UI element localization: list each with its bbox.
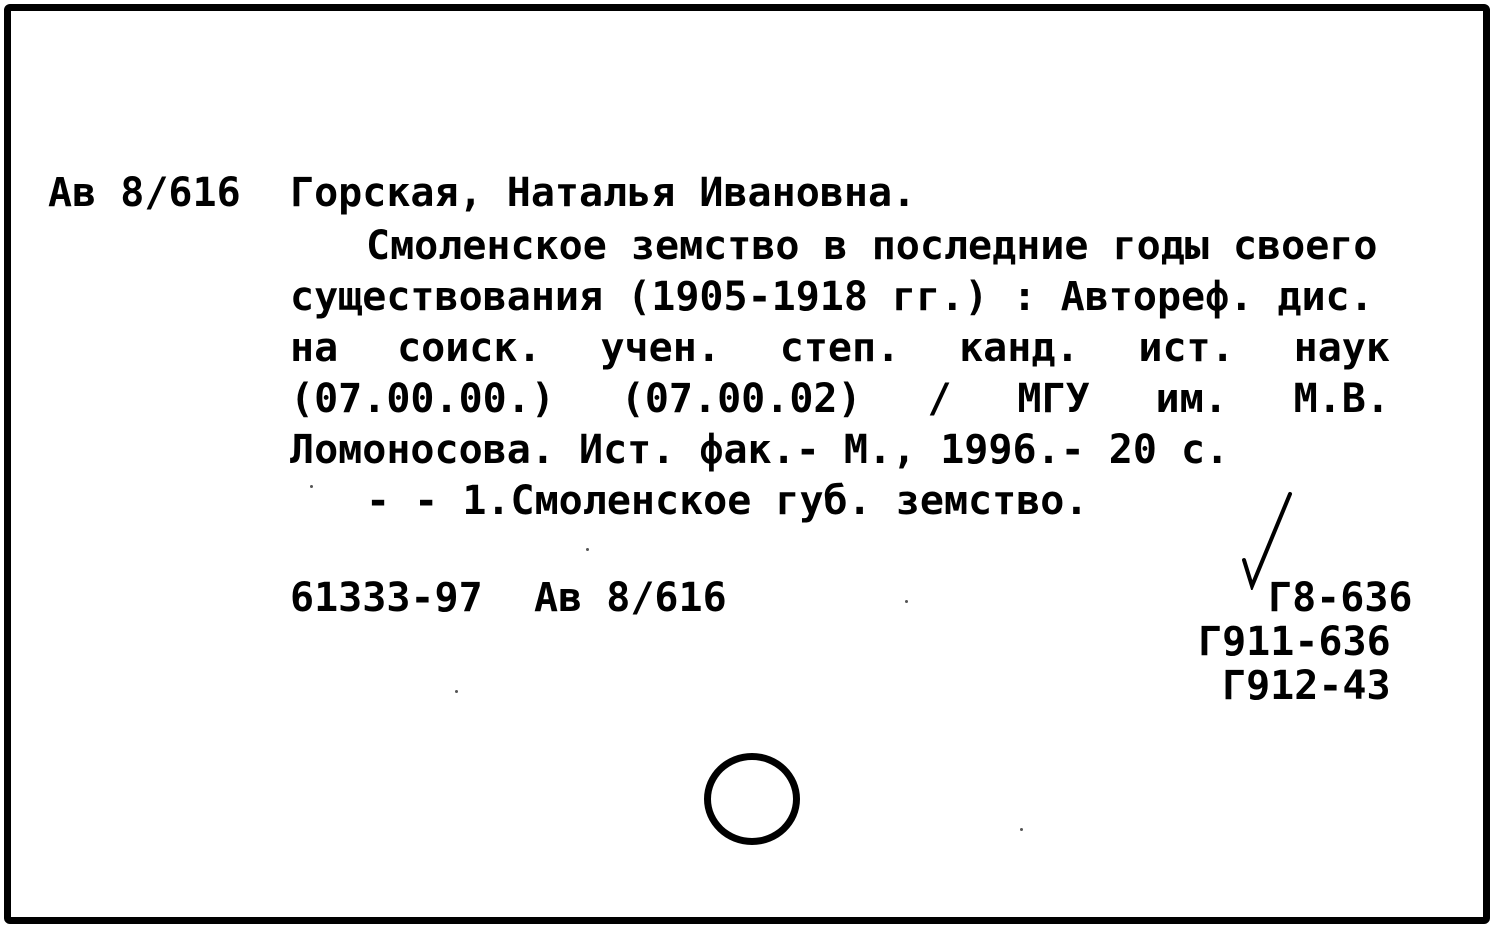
code-2: Г911-636: [1198, 619, 1391, 665]
inventory-number: 61333-97: [290, 575, 483, 621]
word: (07.00.02): [620, 376, 862, 422]
title-line-3: [290, 323, 1390, 373]
title-line-2: существования (1905-1918 гг.) : Автореф. дис.: [290, 274, 1374, 320]
subject-heading: - - 1.Смоленское губ. земство.: [366, 478, 1089, 524]
speck: [905, 600, 908, 603]
word: степ.: [779, 325, 901, 371]
word: канд.: [959, 325, 1080, 371]
speck: [310, 485, 313, 488]
punch-hole-circle: [704, 753, 800, 845]
author-heading: Горская, Наталья Ивановна.: [290, 170, 917, 216]
inventory-call-number: Ав 8/616: [534, 575, 727, 621]
speck: [586, 548, 589, 551]
word: ист.: [1138, 325, 1235, 371]
word: М.В.: [1293, 376, 1390, 422]
code-3: Г912-43: [1222, 663, 1391, 709]
title-line-4: [290, 374, 1390, 424]
title-line-1: Смоленское земство в последние годы своего: [366, 223, 1378, 269]
call-number: Ав 8/616: [48, 170, 241, 216]
word: (07.00.00.): [290, 376, 555, 422]
word: наук: [1293, 325, 1390, 371]
word: соиск.: [397, 325, 542, 371]
title-line-5: Ломоносова. Ист. фак.- М., 1996.- 20 с.: [290, 427, 1230, 473]
word: учен.: [600, 325, 721, 371]
checkmark-icon: [1238, 490, 1298, 590]
speck: [455, 690, 458, 693]
word: МГУ: [1017, 376, 1090, 422]
word: им.: [1155, 376, 1228, 422]
code-1: Г8-636: [1268, 575, 1413, 621]
word: /: [927, 376, 952, 422]
word: на: [290, 325, 339, 371]
speck: [1020, 828, 1023, 831]
